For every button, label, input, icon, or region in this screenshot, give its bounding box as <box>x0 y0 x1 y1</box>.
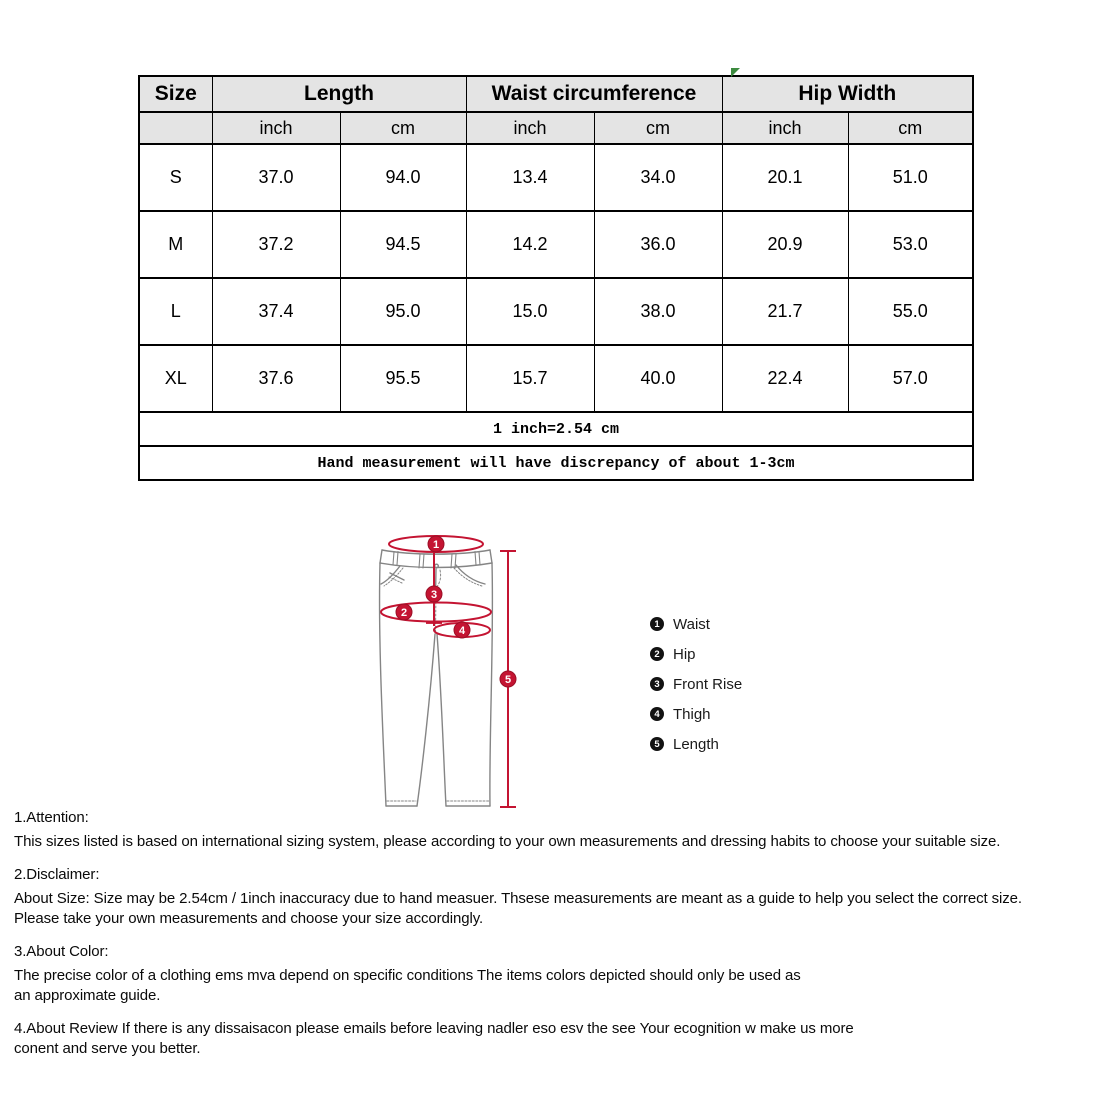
legend-label: Front Rise <box>673 675 743 693</box>
legend-item-length <box>650 729 742 759</box>
table-cell: 20.9 <box>722 211 848 278</box>
legend-item-hip <box>650 639 742 669</box>
footnote-discrepancy: Hand measurement will have discrepancy of about 1-3cm <box>139 446 973 480</box>
table-footnote-row <box>139 412 973 446</box>
badge-hip <box>396 604 412 620</box>
badge-length <box>500 671 516 687</box>
table-cell: 36.0 <box>594 211 722 278</box>
badge-waist <box>428 536 444 552</box>
note-line: 4.About Review If there is any dissaisacon please emails before leaving nadler eso esv the see Your ecognition w make us more <box>14 1020 854 1037</box>
legend-number-badge: 1 <box>650 617 664 631</box>
table-footnote-row <box>139 446 973 480</box>
svg-text:5: 5 <box>504 674 512 686</box>
note-heading: 2.Disclaimer: <box>14 866 100 883</box>
legend-label: Waist <box>673 615 710 633</box>
table-cell: 34.0 <box>594 144 722 211</box>
table-cell: 37.4 <box>212 278 340 345</box>
unit-hip-cm: cm <box>848 112 973 144</box>
svg-text:2: 2 <box>400 607 408 619</box>
header-length: Length <box>212 76 466 112</box>
notes-block <box>14 808 1092 1072</box>
header-size: Size <box>139 76 212 112</box>
legend-label: Length <box>673 735 719 753</box>
badge-front-rise <box>426 586 442 602</box>
table-cell: 37.6 <box>212 345 340 412</box>
table-row-m <box>139 211 973 278</box>
legend-number-badge: 4 <box>650 707 664 721</box>
legend-item-thigh <box>650 699 742 729</box>
svg-text:3: 3 <box>430 589 438 601</box>
table-cell: 21.7 <box>722 278 848 345</box>
unit-length-inch: inch <box>212 112 340 144</box>
table-row-s <box>139 144 973 211</box>
note-line: an approximate guide. <box>14 987 161 1004</box>
table-cell: 94.5 <box>340 211 466 278</box>
table-cell: 95.5 <box>340 345 466 412</box>
note-line: About Size: Size may be 2.54cm / 1inch inaccuracy due to hand measuer. Thsese measurements are meant as a guide to help you select the correct size. <box>14 890 1022 907</box>
table-cell: 20.1 <box>722 144 848 211</box>
note-heading: 1.Attention: <box>14 809 89 826</box>
note-disclaimer <box>14 865 1092 929</box>
table-cell: 15.7 <box>466 345 594 412</box>
measure-legend <box>650 609 742 759</box>
note-about-review <box>14 1019 1092 1059</box>
table-cell: 40.0 <box>594 345 722 412</box>
pants-measurement-diagram <box>360 520 550 820</box>
legend-item-waist <box>650 609 742 639</box>
table-row-xl <box>139 345 973 412</box>
size-chart-table <box>138 75 974 481</box>
note-about-color <box>14 942 1092 1006</box>
table-cell: 15.0 <box>466 278 594 345</box>
unit-hip-inch: inch <box>722 112 848 144</box>
legend-number-badge: 2 <box>650 647 664 661</box>
unit-waist-cm: cm <box>594 112 722 144</box>
measurement-marks <box>381 536 516 807</box>
header-blank <box>139 112 212 144</box>
table-group-header-row <box>139 76 973 112</box>
table-cell: 53.0 <box>848 211 973 278</box>
legend-number-badge: 3 <box>650 677 664 691</box>
note-attention <box>14 808 1092 852</box>
note-heading: 3.About Color: <box>14 943 109 960</box>
table-cell: 57.0 <box>848 345 973 412</box>
table-cell: 37.2 <box>212 211 340 278</box>
note-line: The precise color of a clothing ems mva depend on specific conditions The items colors depicted should only be used as <box>14 967 801 984</box>
table-cell: 94.0 <box>340 144 466 211</box>
note-line: conent and serve you better. <box>14 1040 201 1057</box>
table-cell: 14.2 <box>466 211 594 278</box>
size-label: S <box>139 144 212 211</box>
table-cell: 37.0 <box>212 144 340 211</box>
svg-text:1: 1 <box>432 539 440 551</box>
svg-text:4: 4 <box>458 625 466 637</box>
table-cell: 38.0 <box>594 278 722 345</box>
cell-comment-marker-icon <box>731 68 740 77</box>
size-label: L <box>139 278 212 345</box>
note-line: This sizes listed is based on international sizing system, please according to your own measurements and dressing habits to choose your suitable size. <box>14 833 1001 850</box>
table-cell: 95.0 <box>340 278 466 345</box>
legend-item-front-rise <box>650 669 742 699</box>
badge-thigh <box>454 622 470 638</box>
table-cell: 13.4 <box>466 144 594 211</box>
size-label: XL <box>139 345 212 412</box>
table-cell: 51.0 <box>848 144 973 211</box>
unit-waist-inch: inch <box>466 112 594 144</box>
header-hip: Hip Width <box>722 76 973 112</box>
table-cell: 55.0 <box>848 278 973 345</box>
table-cell: 22.4 <box>722 345 848 412</box>
note-line: Please take your own measurements and choose your size accordingly. <box>14 910 484 927</box>
size-label: M <box>139 211 212 278</box>
legend-number-badge: 5 <box>650 737 664 751</box>
table-unit-header-row <box>139 112 973 144</box>
legend-label: Thigh <box>673 705 711 723</box>
legend-label: Hip <box>673 645 696 663</box>
table-row-l <box>139 278 973 345</box>
footnote-conversion: 1 inch=2.54 cm <box>139 412 973 446</box>
unit-length-cm: cm <box>340 112 466 144</box>
header-waist: Waist circumference <box>466 76 722 112</box>
